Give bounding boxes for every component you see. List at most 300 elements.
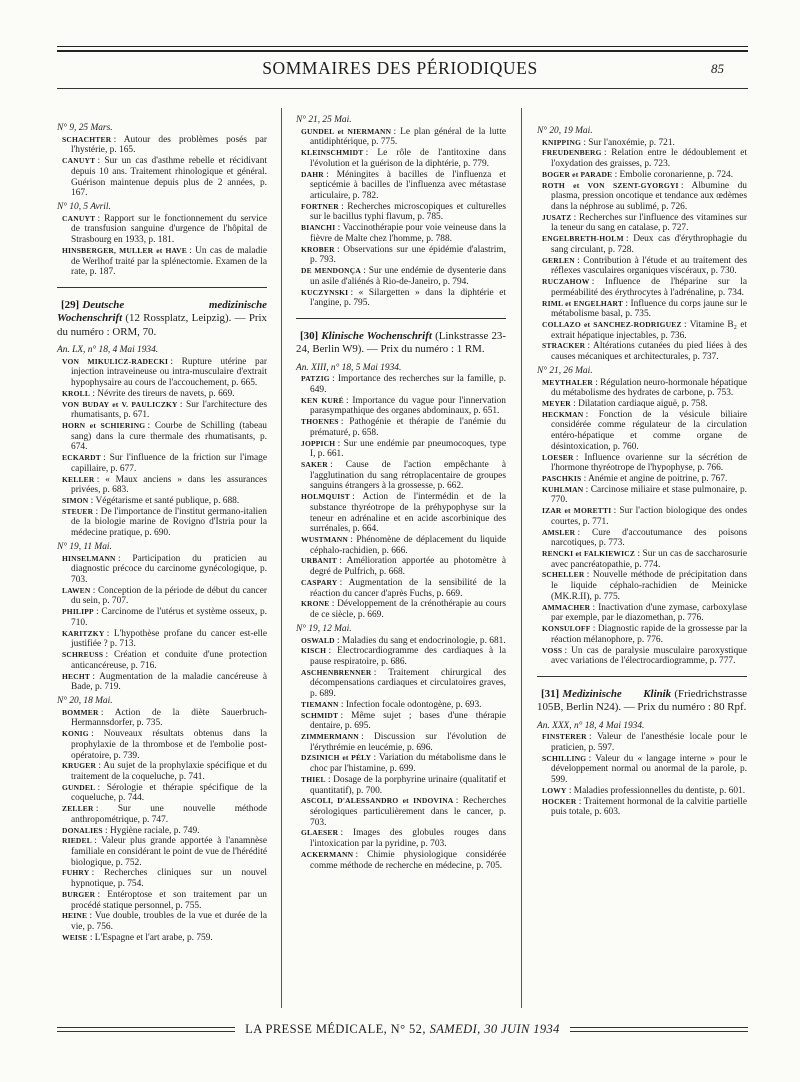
article-title: : Végétarisme et santé publique, p. 688. bbox=[90, 496, 240, 507]
article-author: CANUYT bbox=[62, 213, 96, 223]
article-author: VON MIKULICZ-RADECKI bbox=[62, 356, 169, 366]
article-title: : Embolie coronarienne, p. 724. bbox=[614, 169, 734, 180]
article-title: : Sur l'action biologique des ondes courtes, p. 771. bbox=[551, 506, 747, 527]
article-author: CASPARY bbox=[301, 577, 338, 587]
journal-name: Klinische Wochenschrift bbox=[321, 329, 432, 342]
article-author: DAHR bbox=[301, 169, 324, 179]
article-title: : Le plan général de la lutte antidiphtérique, p. 775. bbox=[310, 126, 506, 148]
article-author: HEINE bbox=[62, 911, 88, 921]
article-title: : Infection focale odontogène, p. 693. bbox=[340, 699, 482, 710]
article-entry bbox=[537, 453, 747, 474]
article-author: SCHACHTER bbox=[62, 134, 112, 144]
article-author: HOLMQUIST bbox=[301, 492, 350, 502]
article-title: : Sur un cas de saccharosurie avec pancréatopathie, p. 774. bbox=[551, 549, 747, 570]
article-title: : Nouveaux résultats obtenus dans la prophylaxie de la thrombose et de l'embolie post-opératoire, p. 739. bbox=[71, 729, 267, 761]
article-entry bbox=[57, 507, 267, 539]
article-title: : Deux cas d'érythrophagie du sang circulant, p. 728. bbox=[551, 234, 747, 255]
article-author: KUHLMAN bbox=[542, 484, 584, 494]
page-number: 85 bbox=[711, 61, 724, 76]
article-author: KRONE bbox=[301, 599, 330, 609]
article-entry bbox=[296, 646, 506, 667]
article-author: ZELLER bbox=[62, 804, 94, 814]
article-title: : Chimie physiologique considérée comme méthode de recherche en médecine, p. 705. bbox=[310, 849, 506, 871]
article-entry bbox=[57, 933, 267, 944]
article-entry bbox=[296, 599, 506, 620]
article-author: HECHT bbox=[62, 671, 91, 681]
article-entry bbox=[537, 299, 747, 320]
issue-heading: An. XXX, n° 18, 4 Mai 1934. bbox=[537, 720, 645, 731]
article-title: : Observations sur une épidémie d'alastrim, p. 793. bbox=[310, 244, 506, 266]
section-rule bbox=[57, 287, 267, 288]
article-title: : Valeur du « langage interne » pour le développement normal ou anormal de la parole, p. 599. bbox=[551, 753, 747, 786]
article-author: URBANIT bbox=[301, 556, 337, 566]
article-author: STRACKER bbox=[542, 341, 586, 351]
article-title: : « Maux anciens » dans les assurances privées, p. 683. bbox=[71, 474, 267, 496]
article-entry bbox=[296, 753, 506, 774]
article-title: : Contribution à l'étude et au traitement des réflexes vasculaires organiques viscéraux, p. 730. bbox=[551, 255, 747, 277]
article-entry bbox=[537, 624, 747, 645]
article-author: KLEINSCHMIDT bbox=[301, 148, 364, 158]
article-title: : Sur une nouvelle méthode anthropométrique, p. 747. bbox=[71, 804, 267, 825]
article-entry bbox=[537, 474, 747, 485]
article-entry bbox=[296, 148, 506, 169]
article-title: : Au sujet de la prophylaxie spécifique et du traitement de la coqueluche, p. 741. bbox=[71, 761, 267, 782]
article-entry bbox=[57, 708, 267, 729]
article-author: KARITZKY bbox=[62, 628, 105, 638]
article-title: : Recherches cliniques sur un nouvel hypnotique, p. 754. bbox=[71, 868, 267, 890]
article-title: : Altérations cutanées du pied liées à des causes mécaniques et architecturales, p. 737. bbox=[551, 341, 747, 363]
article-entry bbox=[57, 672, 267, 693]
column-1 bbox=[57, 120, 267, 943]
article-title: : Inactivation d'une zymase, carboxylase par exemple, par le diazomethan, p. 776. bbox=[551, 602, 747, 624]
journal-number: [31] bbox=[541, 687, 560, 700]
column-3 bbox=[537, 123, 747, 818]
article-entry bbox=[57, 586, 267, 607]
article-title: : Carcinose miliaire et stase pulmonaire, p. 770. bbox=[551, 484, 747, 506]
article-entry bbox=[57, 783, 267, 804]
article-title: : Vue double, troubles de la vue et durée de la vie, p. 756. bbox=[71, 911, 267, 933]
article-title: : Création et conduite d'une protection anticancéreuse, p. 716. bbox=[71, 650, 267, 671]
issue-heading: N° 19, 11 Mai. bbox=[57, 541, 112, 552]
article-author: VOSS bbox=[542, 645, 563, 655]
article-title: : Action de l'intermédin et de la substance thyréotrope de la préhypophyse sur la teneur en adrénaline et en acide ascorbinique des surrénales, p. 664. bbox=[310, 492, 506, 535]
article-title: : Dilatation cardiaque aiguë, p. 758. bbox=[573, 398, 708, 409]
article-author: BIANCHI bbox=[301, 223, 336, 233]
article-entry bbox=[296, 245, 506, 266]
article-entry bbox=[537, 485, 747, 506]
article-author: ECKARDT bbox=[62, 453, 101, 463]
article-entry bbox=[296, 396, 506, 417]
article-author: GUNDEL et NIERMANN bbox=[301, 126, 392, 136]
article-entry bbox=[296, 668, 506, 700]
journal-number: [29] bbox=[61, 299, 80, 312]
issue-heading: N° 9, 25 Mars. bbox=[57, 123, 113, 133]
article-author: HINSELMANN bbox=[62, 553, 116, 563]
article-author: KRUGER bbox=[62, 761, 97, 771]
article-title: : Dosage de la porphyrine urinaire (qualitatif et quantitatif), p. 700. bbox=[310, 774, 506, 796]
article-title: : Influence du corps jaune sur le métabolisme basal, p. 735. bbox=[551, 298, 747, 320]
article-title: : Un cas de maladie de Werlhof traité par la splénectomie. Examen de la rate, p. 187. bbox=[71, 245, 267, 278]
article-title: : Influence ovarienne sur la sécrétion de l'hormone thyréotrope de l'hypophyse, p. 766. bbox=[551, 452, 747, 474]
article-author: HECKMAN bbox=[542, 409, 584, 419]
article-author: WEISE bbox=[62, 932, 88, 942]
article-entry bbox=[296, 127, 506, 148]
article-author: KUCZYNSKI bbox=[301, 287, 349, 297]
article-author: JUSATZ bbox=[542, 212, 572, 222]
article-author: PASCHKIS bbox=[542, 474, 582, 483]
article-author: KONSULOFF bbox=[542, 624, 591, 634]
article-title: : Cure d'accoutumance des poisons narcotiques, p. 773. bbox=[551, 527, 747, 549]
article-author: RUCZAHOW bbox=[542, 277, 590, 287]
article-title: : Vitamine B₂ et extrait hépatique injectables, p. 736. bbox=[551, 319, 747, 341]
journal-header bbox=[296, 330, 506, 357]
article-author: JOPPICH bbox=[301, 438, 336, 448]
article-entry bbox=[296, 828, 506, 849]
article-author: PHILIPP bbox=[62, 607, 94, 617]
journal-details: (Linkstrasse 23-24, Berlin W9). — Prix du numéro : 1 RM. bbox=[296, 329, 506, 356]
article-entry bbox=[57, 246, 267, 278]
article-author: DONALIES bbox=[62, 825, 103, 835]
article-author: RIEDEL bbox=[62, 836, 92, 846]
article-title: : Méningites à bacilles de l'influenza et septicémie à bacilles de l'influenza avec métastase articulaire, p. 782. bbox=[310, 169, 506, 202]
article-title: : « Silargetten » dans la diphtérie et l'angine, p. 795. bbox=[310, 287, 506, 309]
article-entry bbox=[57, 629, 267, 650]
article-entry bbox=[537, 378, 747, 399]
article-author: SCHMIDT bbox=[301, 710, 339, 720]
article-author: ACKERMANN bbox=[301, 849, 354, 859]
section-rule bbox=[296, 318, 506, 319]
article-author: KEN KURÉ bbox=[301, 395, 344, 405]
article-entry bbox=[57, 607, 267, 628]
article-entry bbox=[57, 135, 267, 156]
journal-section bbox=[57, 123, 267, 278]
article-entry bbox=[57, 156, 267, 199]
article-entry bbox=[296, 535, 506, 556]
article-title: : Développement de la crénothérapie au cours de ce siècle, p. 669. bbox=[310, 599, 506, 621]
article-title: : Maladies professionnelles du dentiste, p. 601. bbox=[568, 785, 746, 796]
journal-header bbox=[57, 299, 267, 339]
article-author: AMMACHER bbox=[542, 602, 591, 612]
article-entry bbox=[57, 911, 267, 932]
article-title: : Sur un cas d'asthme rebelle et récidivant depuis 10 ans. Traitement rhinologique et général. Guérison maintenue depuis plus de 2 années, p. 167. bbox=[71, 156, 267, 199]
article-entry bbox=[57, 400, 267, 421]
article-entry bbox=[296, 374, 506, 395]
article-entry bbox=[57, 729, 267, 761]
article-title: : Rupture utérine par injection intraveineuse ou intra-musculaire d'extrait hypophysaire au cours de l'accouchement, p. 665. bbox=[71, 356, 267, 389]
article-author: ASCHENBRENNER bbox=[301, 667, 372, 677]
article-title: : Maladies du sang et endocrinologie, p. 681. bbox=[336, 635, 506, 646]
article-entry bbox=[537, 234, 747, 255]
issue-heading: An. LX, n° 18, 4 Mai 1934. bbox=[57, 344, 159, 355]
article-author: THOENES bbox=[301, 417, 339, 427]
journal-section bbox=[537, 126, 747, 667]
article-author: SCHELLER bbox=[542, 570, 585, 580]
article-author: HORN et SCHIERING bbox=[62, 420, 146, 430]
article-entry bbox=[537, 570, 747, 602]
article-author: OSWALD bbox=[301, 635, 335, 645]
article-entry bbox=[296, 732, 506, 753]
article-title: : Electrocardiogramme des cardiaques à la pause respiratoire, p. 686. bbox=[310, 646, 506, 667]
issue-heading: N° 21, 26 Mai. bbox=[537, 365, 593, 376]
article-author: KISCH bbox=[301, 646, 327, 656]
article-entry bbox=[537, 256, 747, 277]
article-author: RIML et ENGELHART bbox=[542, 298, 624, 308]
article-entry bbox=[537, 410, 747, 453]
article-title: : Autour des problèmes posés par l'hystérie, p. 165. bbox=[71, 134, 267, 156]
article-entry bbox=[537, 797, 747, 818]
article-author: KROBER bbox=[301, 244, 335, 254]
article-title: : Traitement chirurgical des décompensations cardiaques et circulatoires graves, p. 689. bbox=[310, 667, 506, 700]
footer-rule-left bbox=[57, 1027, 235, 1032]
article-author: SCHILLING bbox=[542, 753, 587, 763]
article-title: : Sérologie et thérapie spécifique de la coqueluche, p. 744. bbox=[71, 782, 267, 804]
footer-date: SAMEDI, 30 JUIN 1934 bbox=[429, 1022, 560, 1036]
journal-number: [30] bbox=[300, 329, 319, 342]
article-title: : Phénomène de déplacement du liquide céphalo-rachidien, p. 666. bbox=[310, 535, 506, 556]
article-title: : Le rôle de l'antitoxine dans l'évolution et la guérison de la diphtérie, p. 779. bbox=[310, 148, 506, 169]
article-title: : Conception de la période de début du cancer du sein, p. 707. bbox=[71, 585, 267, 607]
page-title: SOMMAIRES DES PÉRIODIQUES bbox=[262, 58, 538, 78]
article-entry bbox=[537, 181, 747, 213]
article-entry bbox=[537, 341, 747, 362]
article-entry bbox=[296, 266, 506, 287]
column-divider bbox=[281, 108, 282, 1008]
journal-header bbox=[537, 688, 747, 715]
article-entry bbox=[537, 138, 747, 149]
article-author: LAWEN bbox=[62, 585, 91, 595]
article-title: : Augmentation de la maladie cancéreuse à Bade, p. 719. bbox=[71, 671, 267, 693]
article-entry bbox=[537, 506, 747, 527]
article-title: : Vaccinothérapie pour voie veineuse dans la fièvre de Malte chez l'homme, p. 788. bbox=[310, 223, 506, 244]
article-entry bbox=[57, 357, 267, 389]
article-title: : Fonction de la vésicule biliaire considérée comme régulateur de la circulation entéro-hépatique et comme organe de désintoxication, p. 760. bbox=[551, 409, 747, 452]
article-entry bbox=[57, 826, 267, 837]
article-title: : Sur une endémie de dysenterie dans un asile d'aliénés à Rio-de-Janeiro, p. 794. bbox=[310, 266, 506, 287]
article-author: FUHRY bbox=[62, 868, 90, 878]
article-entry bbox=[537, 170, 747, 181]
issue-heading: N° 10, 5 Avril. bbox=[57, 202, 111, 213]
article-title: : Importance du vague pour l'innervation parasympathique des organes abdominaux, p. 651. bbox=[310, 395, 506, 417]
article-title: : Nouvelle méthode de précipitation dans le liquide céphalo-rachidien de Meinicke (MK.R.II), p. 775. bbox=[551, 570, 747, 602]
article-title: : Névrite des tireurs de navets, p. 669. bbox=[92, 388, 235, 399]
article-entry bbox=[296, 711, 506, 732]
article-entry bbox=[57, 421, 267, 453]
article-author: KNIPPING bbox=[542, 137, 582, 147]
column-divider bbox=[521, 108, 522, 1008]
article-author: GLAESER bbox=[301, 828, 339, 838]
article-author: LOWY bbox=[542, 785, 567, 795]
article-entry bbox=[537, 786, 747, 797]
article-entry bbox=[296, 202, 506, 223]
article-author: MEYER bbox=[542, 398, 571, 408]
article-title: : Sur une endémie par pneumocoques, type I, p. 661. bbox=[310, 438, 506, 460]
article-title: : Relation entre le dédoublement et l'oxydation des graisses, p. 723. bbox=[551, 148, 747, 170]
article-title: : L'Espagne et l'art arabe, p. 759. bbox=[89, 932, 213, 943]
article-entry bbox=[57, 554, 267, 586]
article-entry bbox=[57, 214, 267, 246]
article-entry bbox=[537, 277, 747, 298]
section-rule bbox=[537, 676, 747, 677]
article-author: FINSTERER bbox=[542, 732, 587, 742]
journal-section bbox=[296, 115, 506, 309]
article-author: FORTNER bbox=[301, 201, 339, 211]
issue-heading: N° 20, 18 Mai. bbox=[57, 695, 113, 706]
article-entry bbox=[537, 213, 747, 234]
article-entry bbox=[296, 492, 506, 535]
journal-section bbox=[57, 287, 267, 943]
article-entry bbox=[537, 603, 747, 624]
article-author: LOESER bbox=[542, 452, 574, 462]
article-entry bbox=[57, 389, 267, 400]
article-author: MEYTHALER bbox=[542, 377, 593, 387]
article-author: DZSINICH et PÉLY bbox=[301, 753, 372, 763]
article-title: : Rapport sur le fonctionnement du service de transfusion sanguine d'urgence de l'hôpital de Strasbourg en 1933, p. 181. bbox=[71, 213, 267, 246]
article-title: : Importance des recherches sur la famille, p. 649. bbox=[310, 374, 506, 395]
article-title: : Un cas de paralysie musculaire paroxystique avec variations de l'électrocardiogramme, p. 777. bbox=[551, 645, 747, 667]
article-author: VON BUDAY et V. PAULICZKY bbox=[62, 399, 178, 409]
journal-name: Deutsche medizinische Wochenschrift bbox=[57, 299, 267, 325]
article-title: : Hygiène raciale, p. 749. bbox=[105, 825, 200, 836]
article-entry bbox=[57, 804, 267, 825]
article-entry bbox=[296, 578, 506, 599]
article-title: : Participation du praticien au diagnostic précoce du carcinome gynécologique, p. 703. bbox=[71, 553, 267, 586]
article-title: : Valeur de l'anesthésie locale pour le praticien, p. 597. bbox=[551, 732, 747, 753]
article-entry bbox=[296, 223, 506, 244]
article-title: : Courbe de Schilling (tabeau sang) dans la cure thermale des rhumatisants, p. 674. bbox=[71, 420, 267, 453]
journal-section bbox=[296, 318, 506, 871]
article-entry bbox=[57, 890, 267, 911]
article-author: GUNDEL bbox=[62, 782, 96, 792]
article-entry bbox=[537, 732, 747, 753]
article-entry bbox=[57, 868, 267, 889]
article-author: ROTH et VON SZENT-GYORGYI bbox=[542, 180, 679, 190]
article-author: ZIMMERMANN bbox=[301, 731, 359, 741]
article-entry bbox=[296, 417, 506, 438]
article-title: : Régulation neuro-hormonale hépatique du métabolisme des hydrates de carbone, p. 753. bbox=[551, 377, 748, 399]
article-author: COLLAZO et SANCHEZ-RODRIGUEZ bbox=[542, 319, 682, 329]
journal-section bbox=[537, 676, 747, 818]
article-author: KROLL bbox=[62, 388, 91, 398]
article-author: BOGER et PARADE bbox=[542, 169, 613, 179]
article-entry bbox=[296, 850, 506, 871]
article-title: : Sur l'influence de la friction sur l'image capillaire, p. 677. bbox=[71, 453, 267, 474]
article-title: : Discussion sur l'évolution de l'érythrémie en leucémie, p. 696. bbox=[310, 731, 506, 753]
article-entry bbox=[296, 439, 506, 460]
article-entry bbox=[57, 475, 267, 496]
article-author: SAKER bbox=[301, 460, 328, 469]
column-2 bbox=[296, 112, 506, 871]
article-title: : Pathogénie et thérapie de l'anémie du prématuré, p. 658. bbox=[310, 417, 506, 438]
article-author: ENGELBRETH-HOLM bbox=[542, 234, 624, 244]
article-title: : Anémie et angine de poitrine, p. 767. bbox=[583, 474, 728, 484]
footer-rule-right bbox=[570, 1027, 748, 1032]
header-double-rule bbox=[57, 46, 748, 52]
article-author: KONIG bbox=[62, 729, 89, 739]
article-title: : Sur l'anoxémie, p. 721. bbox=[583, 137, 675, 148]
article-title: : Recherches microscopiques et culturelles sur le bacillus typhi flavum, p. 785. bbox=[310, 201, 506, 223]
article-title: : De l'importance de l'institut germano-italien de la biologie marine de Rovigno d'Istria pour la médecine pratique, p. 690. bbox=[71, 506, 267, 539]
article-entry bbox=[296, 556, 506, 577]
article-entry bbox=[537, 549, 747, 570]
article-author: KELLER bbox=[62, 474, 95, 484]
article-title: : Action de la diète Sauerbruch-Hermannsdorfer, p. 735. bbox=[71, 707, 267, 729]
article-entry bbox=[57, 496, 267, 507]
article-author: CANUYT bbox=[62, 156, 96, 166]
issue-heading: N° 19, 12 Mai. bbox=[296, 623, 352, 634]
article-author: HOCKER bbox=[542, 796, 577, 806]
article-author: GERLEN bbox=[542, 255, 575, 265]
issue-heading: N° 20, 19 Mai. bbox=[537, 126, 593, 136]
article-title: : Recherches sérologiques particulièrement dans le cancer, p. 703. bbox=[310, 796, 507, 828]
footer-journal: LA PRESSE MÉDICALE, N° 52, bbox=[245, 1022, 426, 1036]
article-title: : Traitement hormonal de la calvitie partielle puis totale, p. 603. bbox=[551, 796, 747, 818]
article-title: : Entéroptose et son traitement par un procédé statique personnel, p. 755. bbox=[71, 889, 267, 911]
article-title: : L'hypothèse profane du cancer est-elle justifiée ? p. 713. bbox=[71, 628, 267, 650]
article-entry bbox=[296, 775, 506, 796]
article-title: : Valeur plus grande apportée à l'anamnèse familiale en considérant le point de vue de l'hérédité biologique, p. 752. bbox=[71, 836, 267, 868]
article-title: : Carcinome de l'utérus et système osseux, p. 710. bbox=[71, 607, 267, 628]
article-author: AMSLER bbox=[542, 527, 576, 537]
article-author: BOMMER bbox=[62, 707, 99, 717]
article-entry bbox=[537, 320, 747, 341]
issue-heading: An. XIII, n° 18, 5 Mai 1934. bbox=[296, 362, 402, 373]
article-title: : Recherches sur l'influence des vitamines sur la teneur du sang en catalase, p. 727. bbox=[551, 212, 747, 234]
article-title: : Augmentation de la sensibilité de la réaction du cancer d'après Fuchs, p. 669. bbox=[310, 577, 506, 599]
article-entry bbox=[57, 761, 267, 782]
article-author: SIMON bbox=[62, 496, 89, 506]
article-entry bbox=[296, 700, 506, 711]
article-author: TIEMANN bbox=[301, 699, 339, 709]
article-author: HINSBERGER, MULLER et HAVE bbox=[62, 245, 188, 255]
article-entry bbox=[296, 636, 506, 647]
article-title: : Même sujet ; bases d'une thérapie dentaire, p. 695. bbox=[310, 710, 506, 732]
article-entry bbox=[57, 453, 267, 474]
article-author: IZAR et MORETTI bbox=[542, 506, 612, 516]
article-entry bbox=[57, 836, 267, 868]
article-entry bbox=[296, 170, 506, 202]
article-author: RENCKI et FALKIEWICZ bbox=[542, 549, 636, 559]
article-author: BURGER bbox=[62, 889, 96, 899]
footer-text bbox=[245, 1022, 560, 1037]
article-title: : Images des globules rouges dans l'intoxication par la pyridine, p. 703. bbox=[310, 828, 506, 850]
article-entry bbox=[537, 399, 747, 410]
journal-details: (Friedrichstrasse 105B, Berlin N24). — Prix du numéro : 80 Rpf. bbox=[537, 687, 747, 714]
article-entry bbox=[296, 460, 506, 492]
article-author: WUSTMANN bbox=[301, 535, 349, 545]
article-title: : Variation du métabolisme dans le choc par l'histamine, p. 699. bbox=[310, 753, 507, 775]
article-title: : Amélioration apportée au photomètre à degré de Pulfrich, p. 668. bbox=[310, 556, 506, 578]
header-rule bbox=[57, 88, 748, 89]
article-author: ASCOLI, D'ALESSANDRO et INDOVINA bbox=[301, 796, 454, 806]
article-title: : Cause de l'action empêchante à l'agglutination du sang rétroplacentaire de groupes sanguins étrangers à la grossesse, p. 662. bbox=[310, 460, 506, 492]
article-author: STEUER bbox=[62, 506, 94, 516]
article-author: FREUDENBERG bbox=[542, 148, 602, 158]
article-entry bbox=[537, 646, 747, 667]
article-title: : Influence de l'héparine sur la perméabilité des érythrocytes à l'adrénaline, p. 734. bbox=[551, 277, 747, 298]
article-author: DE MENDONÇA bbox=[301, 266, 362, 276]
page-footer bbox=[57, 1022, 748, 1037]
issue-heading: N° 21, 25 Mai. bbox=[296, 115, 352, 125]
article-title: : Sur l'architecture des rhumatisants, p. 671. bbox=[71, 399, 267, 421]
article-entry bbox=[537, 148, 747, 169]
article-author: SCHREUSS bbox=[62, 650, 104, 660]
article-title: : Albumine du plasma, pression oncotique et tendance aux œdèmes dans la néphrose au sublimé, p. 726. bbox=[551, 180, 747, 213]
article-author: PATZIG bbox=[301, 374, 330, 384]
article-entry bbox=[57, 650, 267, 671]
article-entry bbox=[537, 754, 747, 786]
article-entry bbox=[296, 288, 506, 309]
article-author: THIEL bbox=[301, 774, 326, 784]
